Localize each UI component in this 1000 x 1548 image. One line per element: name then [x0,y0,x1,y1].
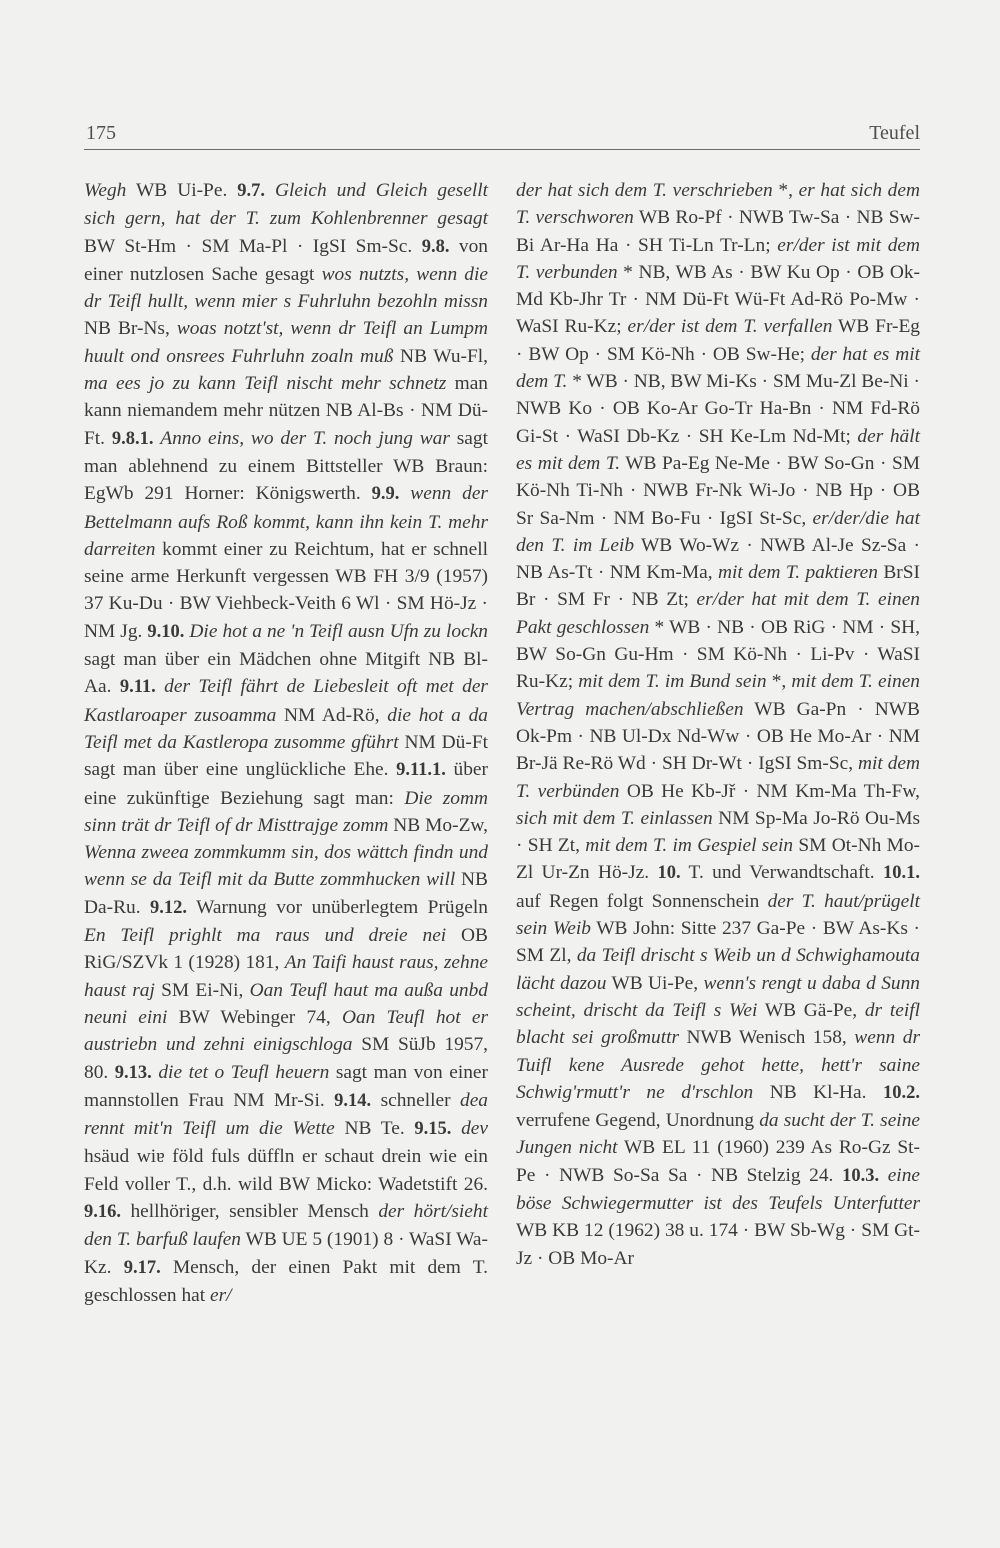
section-number: 9.13. [114,1062,152,1083]
text-run: NM Dü-Ft sagt man über eine unglückliche Ehe. [84,731,488,781]
dialect-example: wenn's rengt u daba d Sunn scheint, drischt da Teifl s Wei [516,972,920,1021]
column-text [516,177,920,1272]
dialect-example: der T. haut/prügelt sein Weib [516,890,920,940]
text-run: * WB · NB · OB RiG · NM · SH, BW So-Gn Gu-Hm · SM Kö-Nh · Li-Pv · WaSI Ru-Kz; [516,616,920,693]
section-number: 9.7. [237,181,266,201]
text-run: BrSI Br · SM Fr · NB Zt; [516,562,921,611]
section-number: 10.3. [842,1165,880,1186]
dialect-example: sich mit dem T. einlassen [516,807,713,829]
dialect-example: er/ [210,1284,232,1306]
text-run: * WB · NB, BW Mi-Ks · SM Mu-Zl Be-Ni · NWB Ko · OB Ko-Ar Go-Tr Ha-Bn · NM Fd-Rö Gi-St · WaSI Db-Kz · SH Ke-Lm Nd-Mt; [516,371,920,447]
text-run: sagt man ablehnend zu einem Bittsteller WB Braun: EgWb 291 Horner: Königswerth. [84,427,488,505]
text-run: von einer nutzlosen Sache gesagt [84,235,488,285]
dialect-example: der Teifl fährt de Liebesleit oft met der Kastlaroaper zusoamma [84,676,488,726]
text-run: schneller [371,1089,460,1111]
dialect-example: Gleich und Gleich gesellt sich gern, hat der T. zum Kohlenbrenner gesagt [84,180,488,230]
text-run: Warnung vor unüberlegtem Prügeln [187,896,488,918]
text-run: SM Ot-Nh Mo-Zl Ur-Zn Hö-Jz. [516,835,920,884]
text-run: NM Sp-Ma Jo-Rö Ou-Ms · SH Zt, [516,807,920,857]
section-number: 9.11. [119,677,156,698]
section-number: 10.1. [883,863,920,884]
dialect-example: wenn dr Tuifl kene Ausrede gehot hette, hett'r saine Schwig'rmutt'r ne d'rschlon [516,1027,920,1103]
section-number: 9.8. [421,236,450,257]
text-run: NB Kl-Ha. [753,1081,883,1103]
text-run: NM Ad-Rö, [276,704,388,726]
text-run: man kann niemandem mehr nützen NB Al-Bs · NM Dü-Ft. [84,373,488,449]
text-run: OB He Kb-Jř · NM Km-Ma Th-Fw, [619,780,920,802]
dialect-example: mit dem T. verbünden [516,753,920,802]
dialect-example: ma ees jo zu kann Teifl nischt mehr schnetz [84,373,447,395]
text-run: kommt einer zu Reichtum, hat er schnell seine arme Herkunft vergessen WB FH 3/9 (1957) 37 Ku-Du · BW Viehbeck-Veith 6 Wl · SM Hö-Jz · NM Jg. [84,538,488,642]
text-run: NB Da-Ru. [84,869,488,918]
dialect-example: er/der/die hat den T. im Leib [516,507,920,556]
text-run: BW Webinger 74, [167,1006,342,1028]
text-run: WB UE 5 (1901) 8 · WaSI Wa-Kz. [84,1229,488,1278]
section-number: 9.17. [123,1257,161,1278]
dialect-example: En Teifl prighlt ma raus und dreie nei [84,925,447,947]
header-rule [84,149,920,150]
text-run: WB Fr-Eg · BW Op · SM Kö-Nh · OB Sw-He; [516,316,921,365]
text-run: hellhöriger, sensibler Mensch [121,1200,379,1222]
dialect-example: wenn der Bettelmann aufs Roß kommt, kann ihn kein T. mehr darreiten [84,483,488,560]
dialect-example: Oan Teufl hot er austriebn und zehni einigschloga [84,1006,488,1056]
dialect-example: woas notzt'st, wenn dr Teifl an Lumpm huult ond onsrees Fuhrluhn zoaln muß [84,318,488,367]
dialect-example: Oan Teufl haut ma außa unbd neuni eini [84,979,488,1028]
dialect-example: dea rennt mit'n Teifl um die Wette [84,1089,488,1140]
section-number: 9.12. [150,897,188,918]
text-run: SM SüJb 1957, 80. [84,1034,488,1083]
page-number: 175 [86,122,116,144]
dialect-example: dr teifl blacht sei großmuttr [516,999,921,1049]
section-number: 9.11.1. [396,760,446,781]
dialect-example: der hat sich dem T. verschrieben [516,180,773,201]
text-run: WB Ui-Pe, [606,972,704,994]
text-run: NB Mo-Zw, [388,814,488,836]
text-run: NB Br-Ns, [84,318,177,340]
dialect-example: eine böse Schwiegermutter ist des Teufels Unterfutter [516,1164,920,1214]
dialect-example: der hört/sieht den T. barfuß laufen [84,1200,488,1251]
dialect-example: Die zomm sinn trät dr Teifl of dr Misttrajge zomm [84,787,489,836]
dialect-example: da sucht der T. seine Jungen nicht [516,1110,920,1159]
text-run: WB Pa-Eg Ne-Me · BW So-Gn · SM Kö-Nh Ti-Nh · NWB Fr-Nk Wi-Jo · NB Hp · OB Sr Sa-Nm · NM Bo-Fu · IgSI St-Sc, [516,452,920,529]
dialect-example: er/der ist mit dem T. verbunden [516,234,921,283]
text-run: WB Ro-Pf · NWB Tw-Sa · NB Sw-Bi Ar-Ha Ha · SH Ti-Ln Tr-Ln; [516,207,921,256]
text-run: OB RiG/SZVk 1 (1928) 181, [84,925,488,974]
text-run: *, [766,671,792,693]
dialect-example: Die hot a ne 'n Teifl ausn Ufn zu lockn [189,620,488,642]
dialect-example: mit dem T. im Gespiel sein [585,835,794,857]
dialect-example: Wegh [84,180,127,201]
dialect-example: wos nutzts, wenn die dr Teifl hullt, wenn mier s Fuhrluhn bezohln missn [84,263,489,313]
dialect-example: die hot a da Teifl met da Kastleropa zusomme gführt [84,704,488,753]
dialect-example: mit dem T. paktieren [718,562,878,584]
dialect-example: dev [461,1118,488,1140]
text-run: NB Te. [334,1118,415,1140]
text-run: WB KB 12 (1962) 38 u. 174 · BW Sb-Wg · SM Gt-Jz · OB Mo-Ar [516,1220,920,1269]
text-run: WB John: Sitte 237 Ga-Pe · BW As-Ks · SM Zl, [516,918,920,967]
text-run: WB Wo-Wz · NWB Al-Je Sz-Sa · NB As-Tt · NM Km-Ma, [516,534,920,584]
dialect-example: er/der ist dem T. verfallen [627,316,833,338]
column-text [84,177,488,1309]
text-run: *, [772,180,799,201]
dialect-example: der hält es mit dem T. [516,425,920,474]
text-run: BW St-Hm · SM Ma-Pl · IgSI Sm-Sc. [84,235,422,257]
text-run: sagt man von einer mannstollen Frau NM Mr-Si. [84,1061,488,1111]
section-number: 9.8.1. [111,428,154,449]
text-run: NWB Wenisch 158, [679,1027,855,1049]
text-run: sagt man über ein Mädchen ohne Mitgift NB Bl-Aa. [84,649,488,698]
section-number: 10.2. [883,1082,920,1103]
text-run: WB EL 11 (1960) 239 As Ro-Gz St-Pe · NWB So-Sa Sa · NB Stelzig 24. [516,1137,920,1186]
dialect-example: er hat sich dem T. verschworen [516,180,920,229]
text-run [399,483,410,504]
section-number: 9.15. [414,1119,452,1140]
text-run: WB Gä-Pe, [757,999,865,1021]
section-number: 10. [657,863,681,884]
running-head-keyword: Teufel [869,122,920,144]
section-number: 9.9. [371,484,400,505]
text-run [451,1118,461,1139]
text-run: * NB, WB As · BW Ku Op · OB Ok-Md Kb-Jhr Tr · NM Dü-Ft Wü-Ft Ad-Rö Po-Mw · WaSI Ru-Kz; [516,261,920,338]
dialect-example: An Taifi haust raus, zehne haust raj [84,952,488,1001]
text-run: NB Wu-Fl, [393,345,488,367]
dialect-example: Anno eins, wo der T. noch jung war [160,427,450,449]
text-run: Mensch, der einen Pakt mit dem T. geschlossen hat [84,1256,488,1306]
text-run [156,676,164,697]
dialect-example: da Teifl drischt s Weib un d Schwighamouta lächt dazou [516,945,920,994]
text-column-left [84,177,488,1309]
text-run: auf Regen folgt Sonnenschein [516,890,768,912]
dialect-example: mit dem T. im Bund sein [578,671,767,693]
section-number: 9.10. [147,621,185,642]
text-run [265,180,275,201]
dialect-example: Wenna zweea zommkumm sin, dos wättch findn und wenn se da Teifl mit da Butte zommhucken will [84,842,488,891]
text-run [879,1165,888,1186]
text-run: WB Ui-Pe. [126,180,238,201]
text-run: verrufene Gegend, Unordnung [516,1110,760,1132]
text-column-right [516,177,920,1272]
dialect-example: er/der hat mit dem T. einen Pakt geschlossen [516,589,920,638]
dialect-example: mit dem T. einen Vertrag machen/abschließen [516,671,920,720]
text-run: WB Ga-Pn · NWB Ok-Pm · NB Ul-Dx Nd-Ww · OB He Mo-Ar · NM Br-Jä Re-Rö Wd · SH Dr-Wt · IgSI Sm-Sc, [516,698,920,775]
text-run: T. und Verwandtschaft. [680,862,883,884]
dialect-example: die tet o Teufl heuern [158,1061,330,1083]
running-header [84,122,920,152]
dialect-example: der hat es mit dem T. [516,343,920,393]
section-number: 9.16. [84,1201,121,1222]
text-run: SM Ei-Ni, [154,979,250,1001]
section-number: 9.14. [334,1090,372,1111]
text-run: über eine zukünftige Beziehung sagt man: [84,759,488,809]
text-run: hsäud wiɐ föld fuls düffln er schaut drein wie ein Feld voller T., d.h. wild BW Micko: Wadetstift 26. [84,1146,488,1195]
